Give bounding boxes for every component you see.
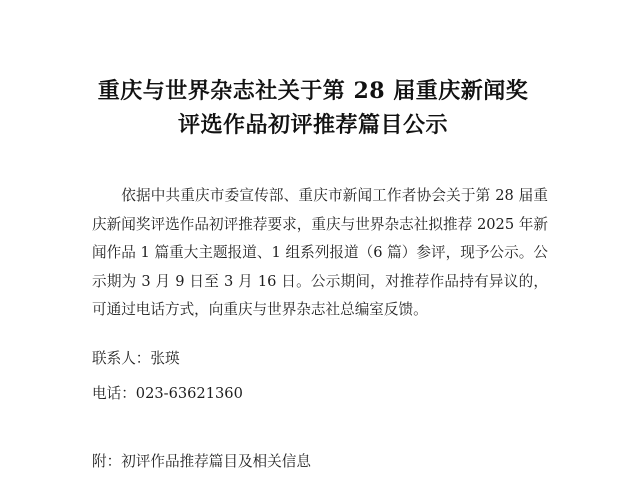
- contact-person: 联系人：张瑛: [92, 350, 180, 367]
- body-paragraph: 依据中共重庆市委宣传部、重庆市新闻工作者协会关于第 28 届重庆新闻奖评选作品初评推荐要求，重庆与世界杂志社拟推荐 2025 年新闻作品 1 篇重大主题报道、1 组系列报道（6 篇）参评，现予公示。公示期为 3 月 9 日至 3 月 16 日。公示期间，对推荐作品持有异议的，可通过电话方式，向重庆与世界杂志社总编室反馈。: [92, 187, 548, 318]
- contact-phone: 电话：023-63621360: [92, 385, 243, 402]
- document-title: [0, 74, 626, 142]
- title-line-2: 评选作品初评推荐篇目公示: [177, 112, 448, 138]
- document-body: [92, 182, 548, 325]
- attachment-note: 附：初评作品推荐篇目及相关信息: [92, 453, 311, 470]
- title-line-1: 重庆与世界杂志社关于第 28 届重庆新闻奖: [97, 78, 529, 104]
